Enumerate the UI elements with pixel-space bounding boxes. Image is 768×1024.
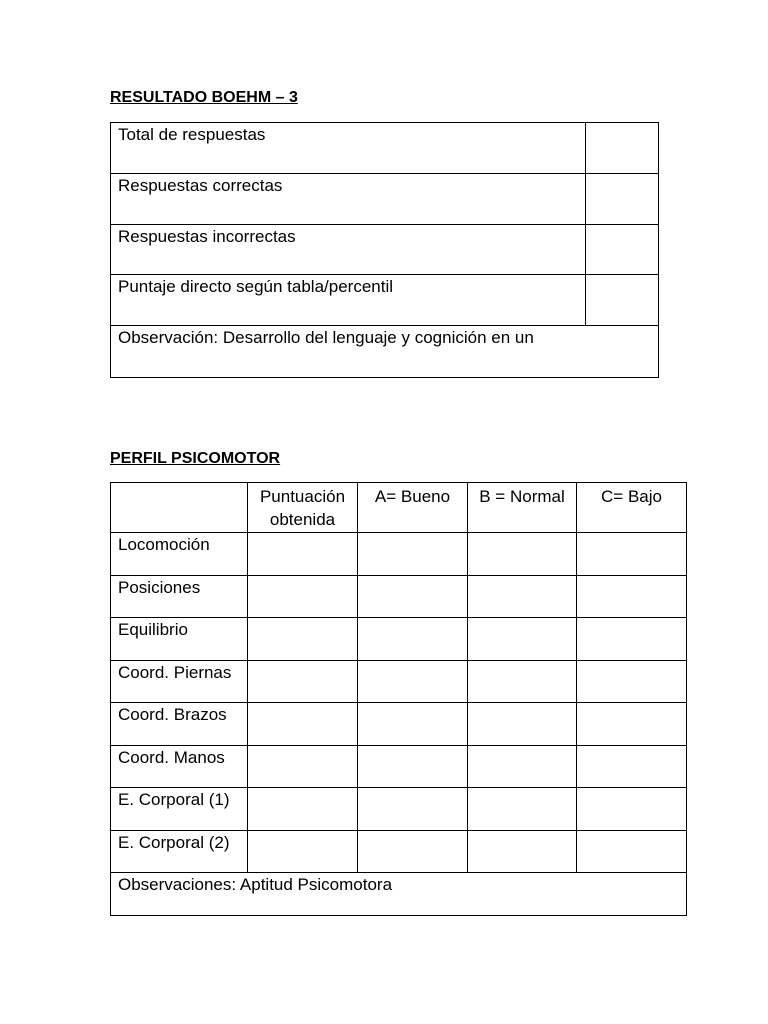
column-header-label: Puntuación obtenida bbox=[259, 487, 346, 529]
rating-c-cell[interactable] bbox=[577, 618, 687, 661]
table-header-row bbox=[111, 483, 687, 533]
table-row bbox=[111, 873, 687, 916]
table-row bbox=[111, 745, 687, 788]
column-header-label: A= Bueno bbox=[374, 487, 451, 506]
rating-c-cell[interactable] bbox=[577, 788, 687, 831]
rating-b-cell[interactable] bbox=[468, 745, 577, 788]
rating-b-cell[interactable] bbox=[468, 618, 577, 661]
table-row bbox=[111, 575, 687, 618]
score-cell[interactable] bbox=[248, 830, 358, 873]
rating-a-cell[interactable] bbox=[358, 533, 468, 576]
boehm-label-cell bbox=[111, 174, 586, 225]
table-row bbox=[111, 660, 687, 703]
row-label: Locomoción bbox=[118, 535, 210, 554]
rating-c-cell[interactable] bbox=[577, 660, 687, 703]
row-label-cell bbox=[111, 745, 248, 788]
boehm-row-label: Puntaje directo según tabla/percentil bbox=[118, 277, 394, 296]
rating-a-cell[interactable] bbox=[358, 830, 468, 873]
rating-c-cell[interactable] bbox=[577, 533, 687, 576]
score-cell[interactable] bbox=[248, 575, 358, 618]
score-cell[interactable] bbox=[248, 788, 358, 831]
rating-b-cell[interactable] bbox=[468, 533, 577, 576]
score-cell[interactable] bbox=[248, 660, 358, 703]
boehm-label-cell bbox=[111, 123, 586, 174]
rating-b-cell[interactable] bbox=[468, 660, 577, 703]
rating-c-cell[interactable] bbox=[577, 745, 687, 788]
row-label: E. Corporal (2) bbox=[118, 832, 230, 852]
score-cell[interactable] bbox=[248, 533, 358, 576]
table-row bbox=[111, 326, 659, 378]
row-label: Coord. Brazos bbox=[118, 705, 227, 724]
rating-b-cell[interactable] bbox=[468, 788, 577, 831]
row-label-cell bbox=[111, 575, 248, 618]
column-header-label: B = Normal bbox=[479, 487, 565, 506]
boehm-row-value bbox=[586, 275, 658, 277]
row-label: Coord. Piernas bbox=[118, 662, 232, 682]
perfil-psicomotor-table bbox=[110, 482, 687, 916]
boehm-row-label: Respuestas incorrectas bbox=[118, 227, 296, 246]
column-header bbox=[248, 483, 358, 533]
boehm-label-cell bbox=[111, 225, 586, 275]
boehm-label-cell bbox=[111, 275, 586, 326]
boehm-row-value bbox=[586, 174, 658, 176]
rating-a-cell[interactable] bbox=[358, 788, 468, 831]
boehm-value-cell[interactable] bbox=[586, 174, 659, 225]
column-header-label: C= Bajo bbox=[601, 487, 662, 506]
rating-b-cell[interactable] bbox=[468, 703, 577, 746]
boehm-observation: Observación: Desarrollo del lenguaje y cognición en un bbox=[118, 328, 534, 347]
row-label-cell bbox=[111, 788, 248, 831]
row-label-cell bbox=[111, 660, 248, 703]
score-cell[interactable] bbox=[248, 618, 358, 661]
table-row bbox=[111, 788, 687, 831]
table-row bbox=[111, 533, 687, 576]
column-header bbox=[577, 483, 687, 533]
score-cell[interactable] bbox=[248, 745, 358, 788]
row-label: Equilibrio bbox=[118, 620, 188, 639]
rating-c-cell[interactable] bbox=[577, 575, 687, 618]
table-row bbox=[111, 275, 659, 326]
rating-a-cell[interactable] bbox=[358, 618, 468, 661]
table-row bbox=[111, 123, 659, 174]
rating-b-cell[interactable] bbox=[468, 575, 577, 618]
boehm-observation-cell[interactable] bbox=[111, 326, 659, 378]
row-label: Posiciones bbox=[118, 577, 201, 597]
row-label-cell bbox=[111, 830, 248, 873]
table-row bbox=[111, 174, 659, 225]
row-label-cell bbox=[111, 618, 248, 661]
boehm-value-cell[interactable] bbox=[586, 123, 659, 174]
boehm-row-label: Total de respuestas bbox=[118, 125, 266, 144]
column-header bbox=[111, 483, 248, 533]
column-header bbox=[358, 483, 468, 533]
boehm-value-cell[interactable] bbox=[586, 225, 659, 275]
boehm-row-value bbox=[586, 225, 658, 227]
perfil-observation-cell[interactable] bbox=[111, 873, 687, 916]
boehm-results-table bbox=[110, 122, 659, 378]
row-label: Coord. Manos bbox=[118, 747, 225, 767]
boehm-title: RESULTADO BOEHM – 3 bbox=[110, 89, 298, 106]
perfil-observation: Observaciones: Aptitud Psicomotora bbox=[118, 875, 393, 894]
rating-a-cell[interactable] bbox=[358, 703, 468, 746]
column-header bbox=[468, 483, 577, 533]
boehm-value-cell[interactable] bbox=[586, 275, 659, 326]
row-label: E. Corporal (1) bbox=[118, 790, 230, 809]
rating-a-cell[interactable] bbox=[358, 660, 468, 703]
table-row bbox=[111, 618, 687, 661]
rating-a-cell[interactable] bbox=[358, 745, 468, 788]
rating-a-cell[interactable] bbox=[358, 575, 468, 618]
table-row bbox=[111, 225, 659, 275]
rating-b-cell[interactable] bbox=[468, 830, 577, 873]
score-cell[interactable] bbox=[248, 703, 358, 746]
perfil-title: PERFIL PSICOMOTOR bbox=[110, 450, 281, 467]
rating-c-cell[interactable] bbox=[577, 830, 687, 873]
column-header-label bbox=[111, 483, 247, 485]
rating-c-cell[interactable] bbox=[577, 703, 687, 746]
row-label-cell bbox=[111, 703, 248, 746]
boehm-row-value bbox=[586, 123, 658, 125]
table-row bbox=[111, 830, 687, 873]
boehm-row-label: Respuestas correctas bbox=[118, 176, 283, 195]
table-row bbox=[111, 703, 687, 746]
row-label-cell bbox=[111, 533, 248, 576]
